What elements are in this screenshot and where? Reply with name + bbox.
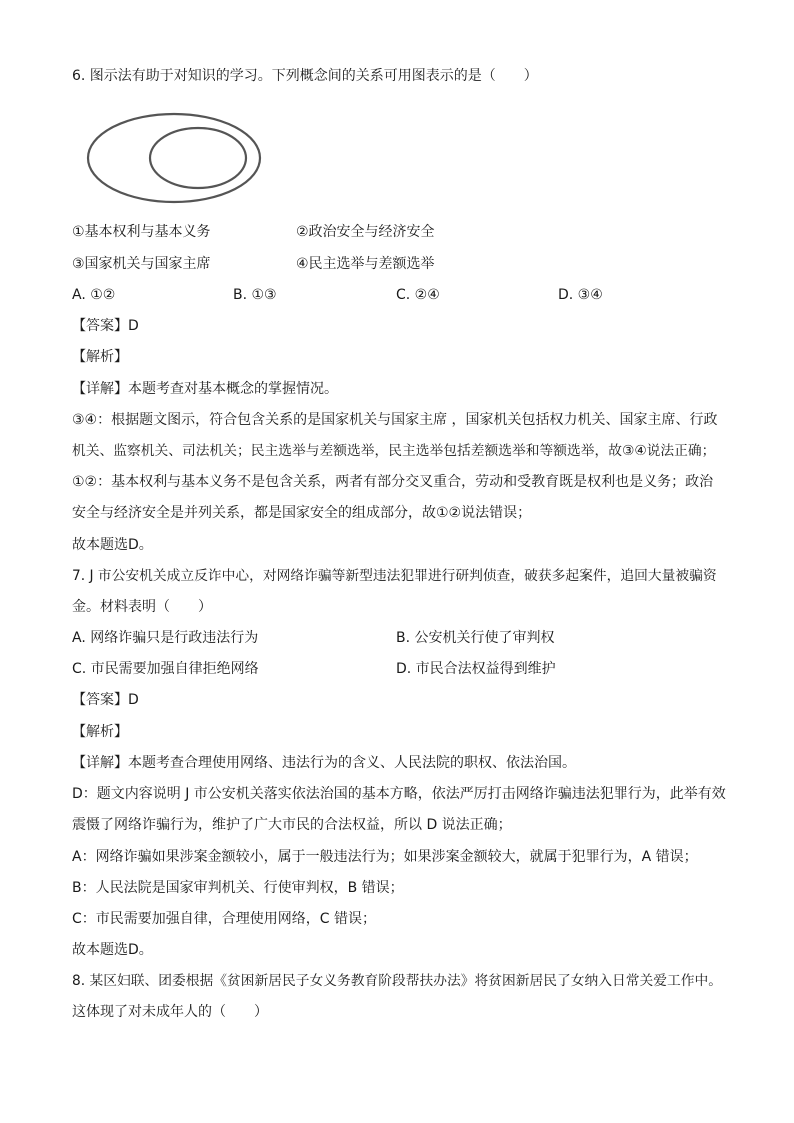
q6-answer: 【答案】D bbox=[72, 318, 139, 334]
q7-explain-line: B：人民法院是国家审判机关、行使审判权，B 错误； bbox=[72, 880, 404, 896]
q7-explain-line: C：市民需要加强自律，合理使用网络，C 错误； bbox=[72, 911, 376, 927]
q6-stem: 6. 图示法有助于对知识的学习。下列概念间的关系可用图表示的是（ ） bbox=[72, 68, 538, 84]
q6-item-2: ②政治安全与经济安全 bbox=[296, 224, 435, 240]
q8-stem-line: 8. 某区妇联、团委根据《贫困新居民子女义务教育阶段帮扶办法》将贫困新居民了女纳入日常关爱工作中。 bbox=[72, 973, 722, 989]
q7-option-a: A. 网络诈骗只是行政违法行为 bbox=[72, 630, 259, 646]
q6-conclusion: 故本题选D。 bbox=[72, 537, 153, 553]
q7-detail: 【详解】本题考查合理使用网络、违法行为的含义、人民法院的职权、依法治国。 bbox=[72, 755, 576, 771]
q6-option-c: C. ②④ bbox=[396, 287, 440, 303]
q6-explain-line: 安全与经济安全是并列关系，都是国家安全的组成部分，故①②说法错误； bbox=[72, 505, 532, 521]
q7-answer: 【答案】D bbox=[72, 692, 139, 708]
q6-item-3: ③国家机关与国家主席 bbox=[72, 256, 211, 272]
q8-stem-line: 这体现了对未成年人的（ ） bbox=[72, 1004, 268, 1020]
q6-option-a: A. ①② bbox=[72, 287, 116, 303]
q6-detail: 【详解】本题考查对基本概念的掌握情况。 bbox=[72, 381, 338, 397]
q7-option-c: C. 市民需要加强自律拒绝网络 bbox=[72, 661, 259, 677]
q7-option-b: B. 公安机关行使了审判权 bbox=[396, 630, 555, 646]
q7-explain-line: 震慑了网络诈骗行为，维护了广大市民的合法权益，所以 D 说法正确； bbox=[72, 817, 512, 833]
q7-conclusion: 故本题选D。 bbox=[72, 942, 153, 958]
q7-explain-line: D：题文内容说明 J 市公安机关落实依法治国的基本方略，依法严厉打击网络诈骗违法犯罪行为，此举有效 bbox=[72, 786, 726, 802]
q7-explain-line: A：网络诈骗如果涉案金额较小，属于一般违法行为；如果涉案金额较大，就属于犯罪行为，A 错误； bbox=[72, 849, 698, 865]
q6-item-1: ①基本权利与基本义务 bbox=[72, 224, 211, 240]
q6-analysis-label: 【解析】 bbox=[72, 349, 128, 365]
q6-explain-line: 机关、监察机关、司法机关；民主选举与差额选举，民主选举包括差额选举和等额选举，故③④说法正确； bbox=[72, 443, 716, 459]
q6-option-d: D. ③④ bbox=[558, 287, 603, 303]
outer-ellipse bbox=[88, 114, 260, 202]
inner-ellipse bbox=[150, 128, 246, 188]
q6-item-4: ④民主选举与差额选举 bbox=[296, 256, 435, 272]
q6-explain-line: ①②：基本权利与基本义务不是包含关系，两者有部分交叉重合，劳动和受教育既是权利也是义务；政治 bbox=[72, 474, 714, 490]
q7-option-d: D. 市民合法权益得到维护 bbox=[396, 661, 556, 677]
q7-analysis-label: 【解析】 bbox=[72, 724, 128, 740]
q6-explain-line: ③④：根据题文图示，符合包含关系的是国家机关与国家主席 ，国家机关包括权力机关、国家主席、行政 bbox=[72, 412, 718, 428]
q6-option-b: B. ①③ bbox=[233, 287, 277, 303]
q7-stem-line: 金。材料表明（ ） bbox=[72, 599, 212, 615]
q7-stem-line: 7. J 市公安机关成立反诈中心，对网络诈骗等新型违法犯罪进行研判侦查，破获多起案件，追回大量被骗资 bbox=[72, 568, 717, 584]
venn-inclusion-diagram bbox=[86, 110, 266, 206]
